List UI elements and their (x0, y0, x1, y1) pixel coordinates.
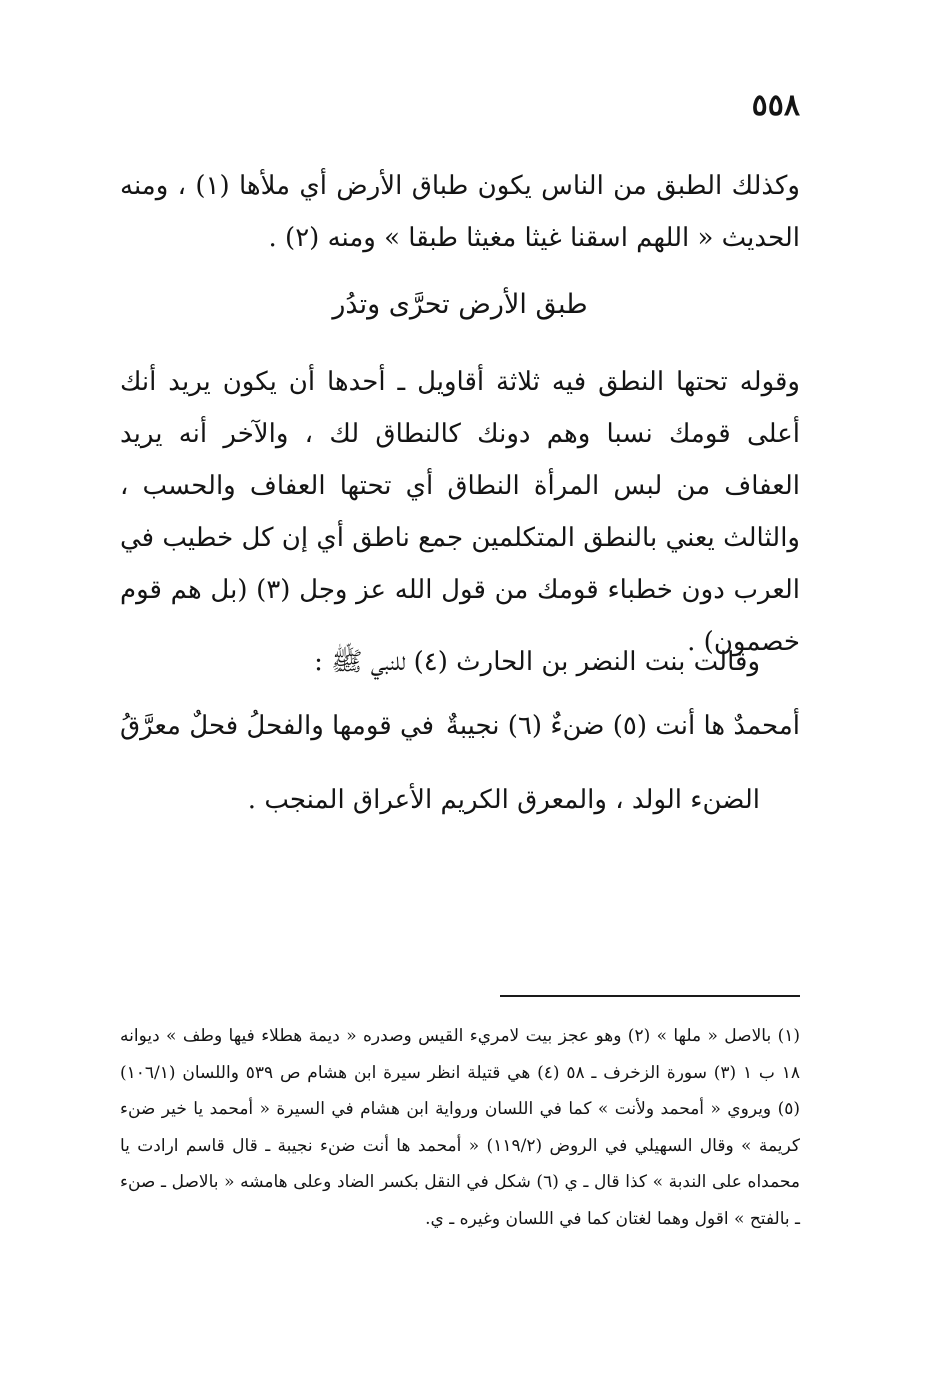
verse-first-hemistich: أمحمدٌ ها أنت (٥) ضنءٌ (٦) نجيبةٌ (445, 711, 800, 741)
paragraph-4: الضنء الولد ، والمعرق الكريم الأعراق المنجب . (247, 785, 760, 815)
paragraph-3: وقالت بنت النضر بن الحارث (٤) للنبي ﷺ : (314, 647, 760, 677)
footnotes: (١) بالاصل « ملها » (٢) وهو عجز بيت لامريء القيس وصدره « ديمة هطلاء فيها وطف » ديوانه ١٨ ب ١ (٣) سورة الزخرف ـ ٥٨ (٤) هي قتيلة انظر سيرة ابن هشام ص ٥٣٩ واللسان (١٠٦/١) (٥) ويروي « أمحمد ولأنت » كما في اللسان ورواية ابن هشام في السيرة « أمحمد يا خير ضنء كريمة » وقال السهيلي في الروض (١١٩/٢) « أمحمد ها أنت ضنء نجيبة ـ قال قاسم ارادت يا محمداه على الندبة » كذا قال ـ ي (٦) شكل في النقل بكسر الضاد وعلى هامشه « بالاصل ـ صنء ـ بالفتح » اقول وهما لغتان كما في اللسان وغيره ـ ي. (120, 1026, 801, 1229)
verse-second-hemistich: في قومها والفحلُ فحلٌ معرَّقُ (120, 711, 435, 741)
paragraph-1: وكذلك الطبق من الناس يكون طباق الأرض أي ملأها (١) ، ومنه الحديث « اللهم اسقنا غيثا مغيثا طبقا » ومنه (٢) . (120, 171, 800, 253)
verse-title: طبق الأرض تحرَّى وتدُر (332, 289, 588, 320)
page-number: ٥٥٨ (751, 88, 800, 123)
footnote-divider (500, 995, 800, 997)
poetry-verse (120, 700, 800, 752)
paragraph-2: وقوله تحتها النطق فيه ثلاثة أقاويل ـ أحدها أن يكون يريد أنك أعلى قومك نسبا وهم دونك كالنطاق لك ، والآخر أنه يريد العفاف من لبس المرأة النطاق أي تحتها العفاف والحسب ، والثالث يعني بالنطق المتكلمين جمع ناطق أي إن كل خطيب في العرب دون خطباء قومك من قول الله عز وجل (٣) (بل هم قوم خصمون) . (120, 367, 801, 657)
book-page (120, 0, 800, 1373)
